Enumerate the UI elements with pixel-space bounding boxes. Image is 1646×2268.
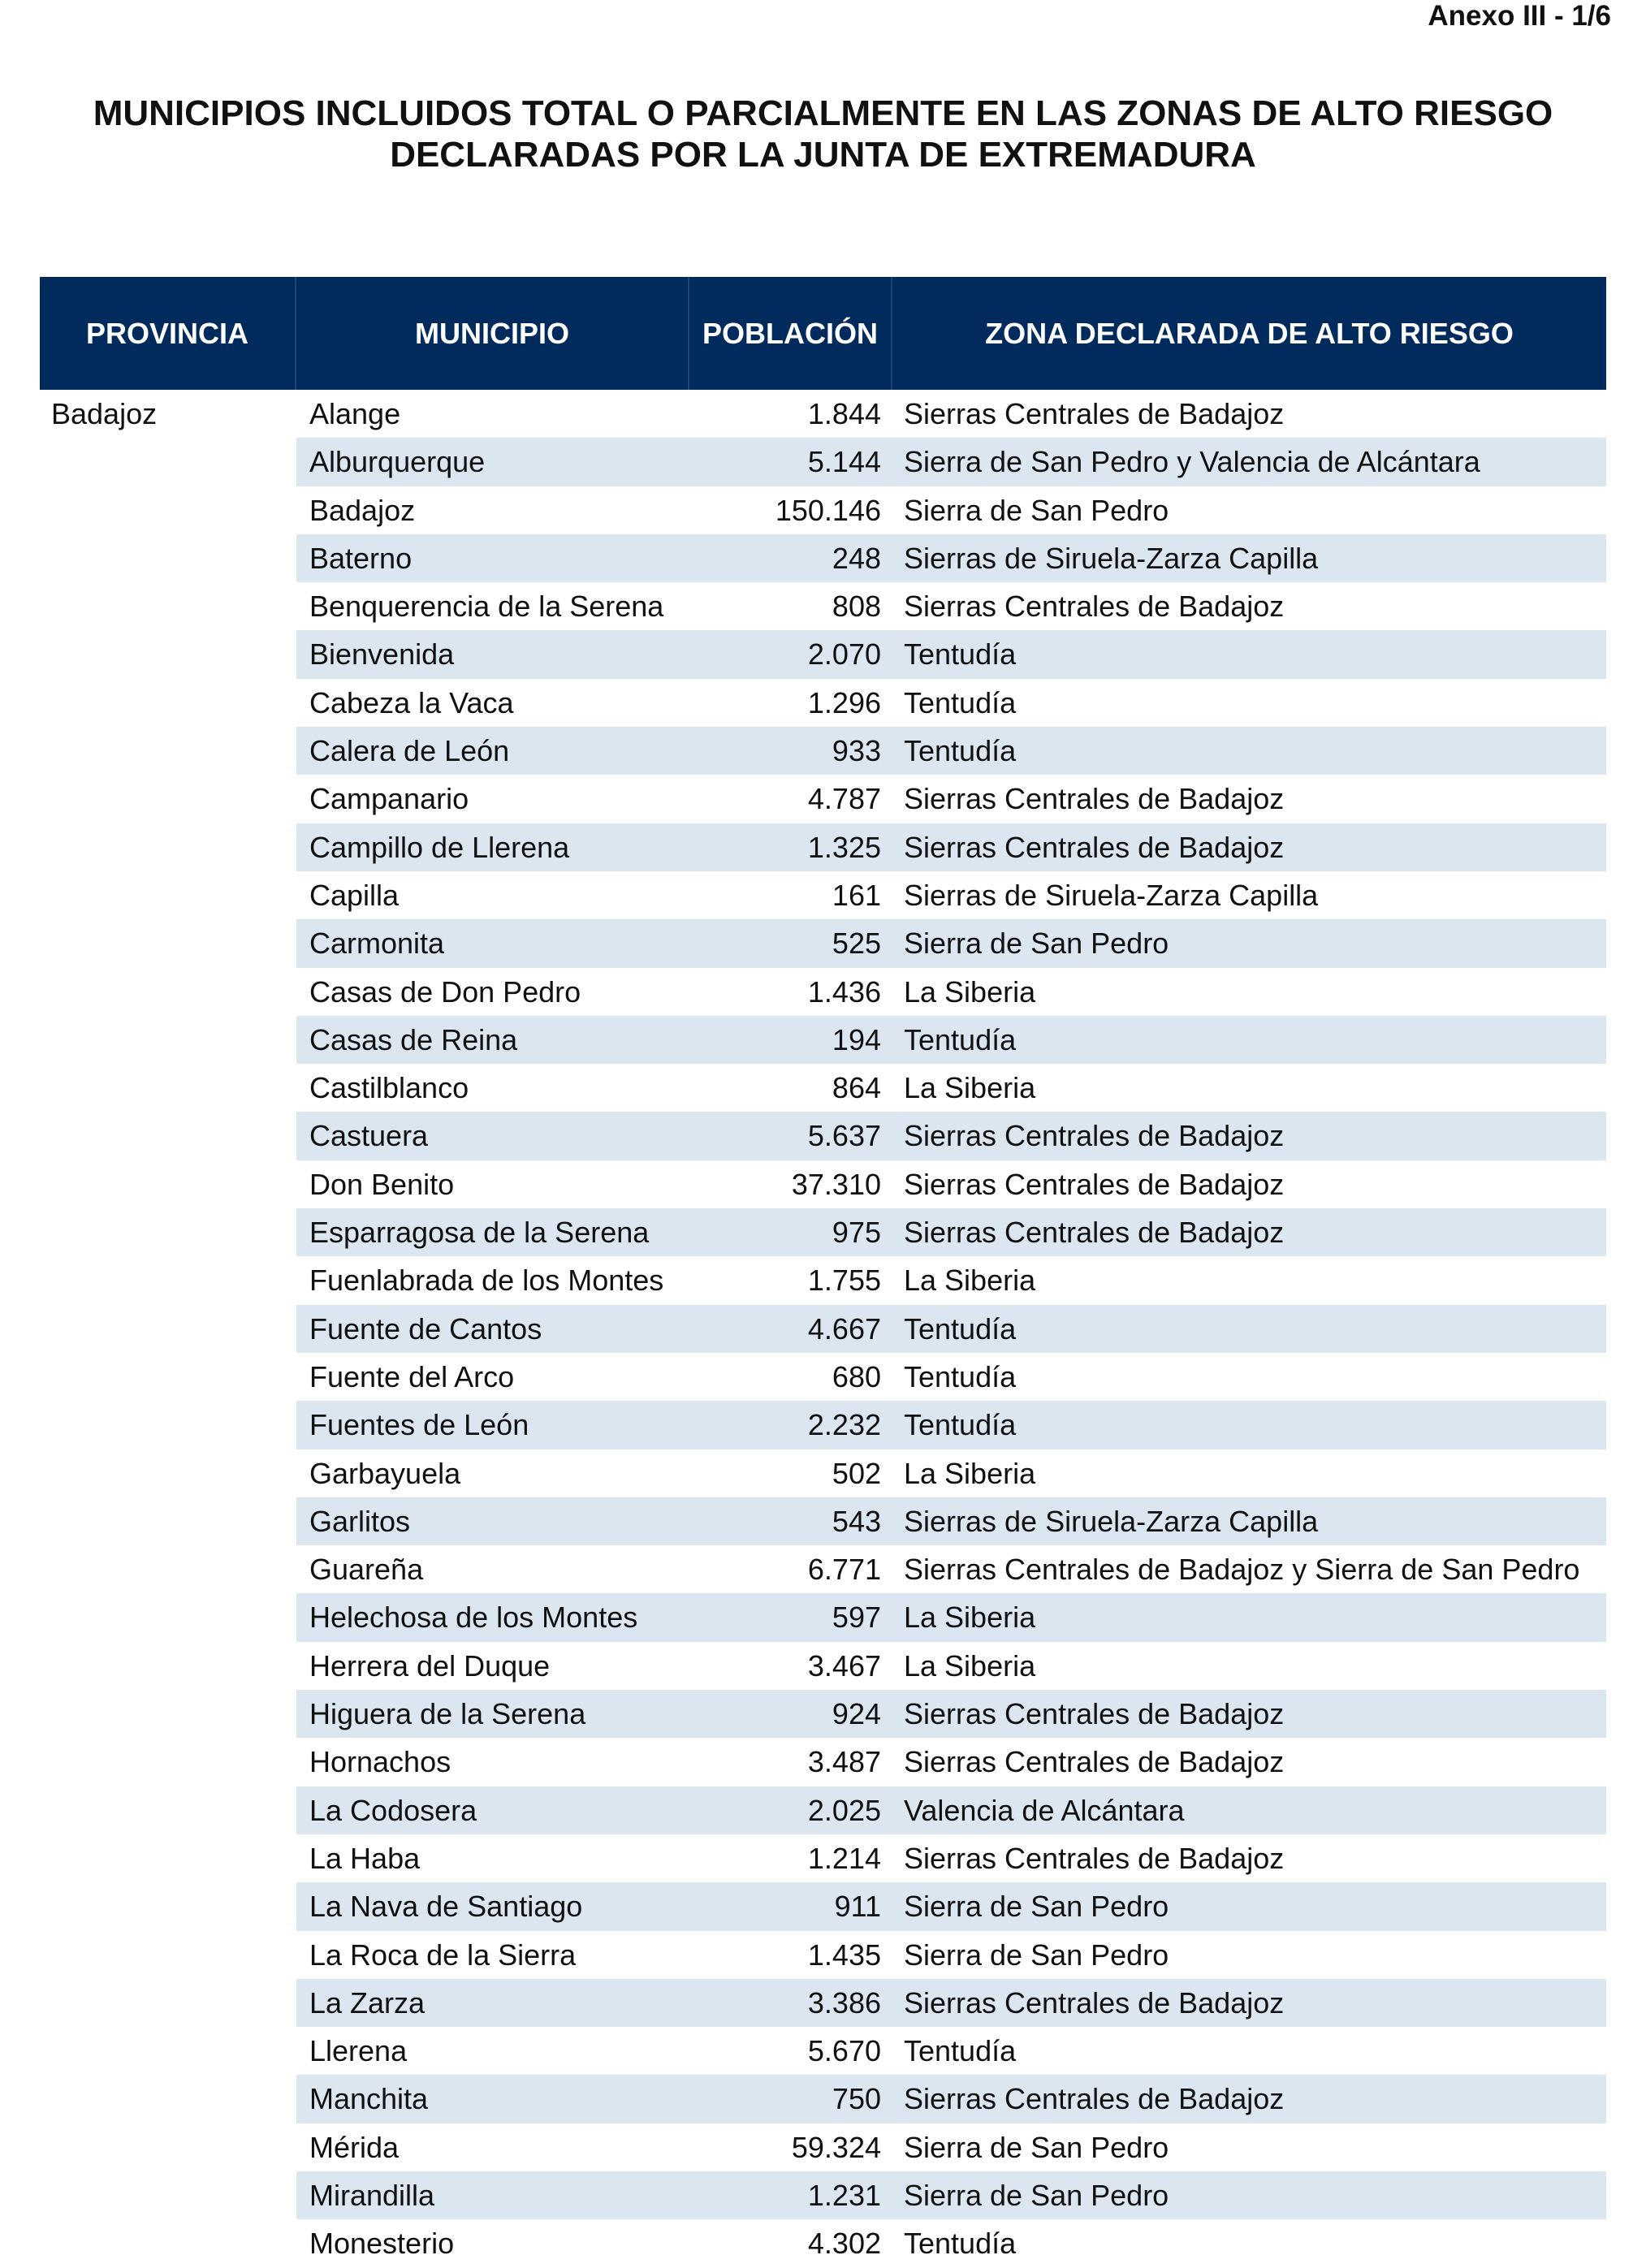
column-header-poblacion: POBLACIÓN — [689, 277, 892, 390]
cell-provincia — [40, 679, 296, 727]
table-row — [40, 1979, 1606, 2027]
table-row — [40, 823, 1606, 871]
cell-municipio: Mérida — [309, 2130, 400, 2164]
table-row — [40, 1882, 1606, 1930]
cell-provincia — [40, 2123, 296, 2171]
cell-zona: La Siberia — [904, 1071, 1036, 1105]
cell-provincia — [40, 1256, 296, 1304]
cell-municipio: Higuera de la Serena — [296, 1690, 689, 1738]
cell-municipio: Fuenlabrada de los Montes — [309, 1264, 664, 1298]
cell-provincia — [40, 534, 296, 582]
table-row — [40, 1401, 1606, 1449]
cell-zona: Sierras Centrales de Badajoz — [892, 1979, 1606, 2027]
table-header — [40, 277, 1606, 390]
cell-provincia — [40, 1690, 296, 1738]
table-row — [40, 1642, 1606, 1690]
table-row — [40, 775, 1606, 823]
cell-municipio: Benquerencia de la Serena — [309, 590, 664, 624]
cell-provincia — [40, 486, 296, 534]
cell-municipio: Campanario — [309, 782, 469, 816]
table-row — [40, 1353, 1606, 1401]
cell-poblacion: 2.232 — [689, 1401, 892, 1449]
cell-poblacion: 4.302 — [807, 2227, 881, 2261]
table-row — [40, 1016, 1606, 1064]
cell-provincia — [40, 1593, 296, 1641]
cell-zona: Sierras Centrales de Badajoz — [904, 1167, 1285, 1201]
cell-zona: Sierra de San Pedro — [892, 2171, 1606, 2219]
cell-provincia — [40, 727, 296, 775]
cell-poblacion: 5.637 — [689, 1112, 892, 1160]
cell-provincia — [40, 919, 296, 967]
cell-municipio: Helechosa de los Montes — [296, 1593, 689, 1641]
cell-zona: Sierras Centrales de Badajoz — [892, 823, 1606, 871]
cell-municipio: Castuera — [296, 1112, 689, 1160]
cell-poblacion: 975 — [689, 1208, 892, 1256]
cell-municipio: La Codosera — [296, 1786, 689, 1834]
cell-municipio: Cabeza la Vaca — [309, 685, 514, 719]
table-row — [40, 1931, 1606, 1979]
cell-zona: La Siberia — [904, 974, 1036, 1009]
cell-zona: Sierras Centrales de Badajoz — [892, 1112, 1606, 1160]
cell-municipio: Bienvenida — [296, 630, 689, 678]
table-row — [40, 968, 1606, 1016]
cell-poblacion: 4.787 — [807, 782, 881, 816]
cell-provincia — [40, 968, 296, 1016]
table-row — [40, 2075, 1606, 2123]
cell-zona: Tentudía — [892, 1305, 1606, 1353]
cell-provincia — [40, 1305, 296, 1353]
cell-provincia — [40, 2171, 296, 2219]
table-body — [40, 390, 1606, 2268]
cell-zona: Sierras Centrales de Badajoz y Sierra de San Pedro — [904, 1553, 1580, 1587]
cell-zona: Sierras Centrales de Badajoz — [892, 1208, 1606, 1256]
cell-provincia — [40, 1786, 296, 1834]
cell-zona: Tentudía — [892, 1016, 1606, 1064]
table-row — [40, 1112, 1606, 1160]
title-line-1: MUNICIPIOS INCLUIDOS TOTAL O PARCIALMENTE EN LAS ZONAS DE ALTO RIESGO — [93, 93, 1553, 133]
cell-poblacion: 1.435 — [807, 1938, 881, 1972]
cell-poblacion: 1.755 — [807, 1264, 881, 1298]
cell-provincia — [40, 1545, 296, 1593]
table-row — [40, 486, 1606, 534]
table-row — [40, 727, 1606, 775]
cell-municipio: Alange — [309, 397, 401, 430]
municipios-table — [40, 277, 1606, 2268]
cell-poblacion: 1.231 — [689, 2171, 892, 2219]
cell-municipio: Castilblanco — [309, 1071, 469, 1105]
table-row — [40, 1738, 1606, 1786]
cell-provincia — [40, 1064, 296, 1112]
cell-poblacion: 37.310 — [791, 1167, 881, 1201]
cell-municipio: Calera de León — [296, 727, 689, 775]
cell-zona: Sierras Centrales de Badajoz — [904, 782, 1285, 816]
cell-provincia — [40, 1208, 296, 1256]
cell-municipio: Garlitos — [296, 1497, 689, 1545]
table-row — [40, 2171, 1606, 2219]
cell-zona: Tentudía — [904, 2034, 1017, 2068]
table-row — [40, 1786, 1606, 1834]
cell-poblacion: 5.670 — [807, 2034, 881, 2068]
cell-municipio: La Roca de la Sierra — [309, 1938, 577, 1972]
cell-provincia — [40, 2219, 296, 2267]
table-row — [40, 1593, 1606, 1641]
cell-provincia — [40, 1979, 296, 2027]
cell-poblacion: 4.667 — [689, 1305, 892, 1353]
table-row — [40, 1834, 1606, 1882]
cell-provincia — [40, 823, 296, 871]
cell-zona: La Siberia — [904, 1648, 1036, 1683]
cell-poblacion: 808 — [832, 590, 881, 624]
cell-municipio: Alburquerque — [296, 438, 689, 486]
cell-poblacion: 3.487 — [807, 1745, 881, 1779]
cell-provincia — [40, 775, 296, 823]
cell-poblacion: 194 — [689, 1016, 892, 1064]
cell-poblacion: 3.386 — [689, 1979, 892, 2027]
cell-zona: Sierra de San Pedro — [904, 493, 1169, 527]
cell-poblacion: 543 — [689, 1497, 892, 1545]
cell-poblacion: 502 — [832, 1456, 881, 1490]
cell-provincia — [40, 630, 296, 678]
cell-zona: Sierras de Siruela-Zarza Capilla — [892, 534, 1606, 582]
table-row — [40, 1208, 1606, 1256]
cell-zona: Tentudía — [892, 630, 1606, 678]
cell-provincia — [40, 1882, 296, 1930]
table-row — [40, 1305, 1606, 1353]
cell-municipio: Guareña — [309, 1553, 424, 1587]
cell-zona: Tentudía — [904, 2227, 1017, 2261]
cell-provincia — [40, 1738, 296, 1786]
cell-zona: Sierras Centrales de Badajoz — [892, 2075, 1606, 2123]
cell-provincia — [40, 1112, 296, 1160]
cell-poblacion: 597 — [689, 1593, 892, 1641]
cell-zona: Sierras de Siruela-Zarza Capilla — [904, 878, 1319, 912]
cell-provincia — [40, 1401, 296, 1449]
cell-municipio: Badajoz — [309, 493, 416, 527]
cell-municipio: La Nava de Santiago — [296, 1882, 689, 1930]
cell-zona: Sierra de San Pedro y Valencia de Alcántara — [892, 438, 1606, 486]
cell-provincia — [40, 871, 296, 919]
column-header-zona: ZONA DECLARADA DE ALTO RIESGO — [985, 316, 1514, 350]
cell-zona: Tentudía — [892, 1401, 1606, 1449]
cell-provincia — [40, 1497, 296, 1545]
cell-municipio: La Zarza — [296, 1979, 689, 2027]
cell-municipio: Campillo de Llerena — [296, 823, 689, 871]
table-row — [40, 1256, 1606, 1304]
cell-poblacion: 924 — [689, 1690, 892, 1738]
table-row — [40, 919, 1606, 967]
cell-zona: Sierra de San Pedro — [904, 2130, 1169, 2164]
cell-poblacion: 6.771 — [807, 1553, 881, 1587]
cell-zona: La Siberia — [904, 1456, 1036, 1490]
cell-poblacion: 248 — [689, 534, 892, 582]
table-row — [40, 1690, 1606, 1738]
cell-provincia — [40, 1160, 296, 1208]
cell-provincia — [40, 582, 296, 630]
cell-municipio: Casas de Reina — [296, 1016, 689, 1064]
cell-municipio: Fuentes de León — [296, 1401, 689, 1449]
cell-zona: Sierras Centrales de Badajoz — [892, 1690, 1606, 1738]
cell-poblacion: 2.070 — [689, 630, 892, 678]
cell-zona: Sierras Centrales de Badajoz — [904, 1745, 1285, 1779]
cell-provincia: Badajoz — [51, 397, 158, 430]
table-row — [40, 2027, 1606, 2075]
cell-zona: Sierra de San Pedro — [892, 1882, 1606, 1930]
table-row — [40, 1449, 1606, 1497]
cell-zona: La Siberia — [904, 1264, 1036, 1298]
cell-municipio: Hornachos — [309, 1745, 451, 1779]
cell-provincia — [40, 1642, 296, 1690]
cell-municipio: Esparragosa de la Serena — [296, 1208, 689, 1256]
annex-label: Anexo III - 1/6 — [1428, 0, 1611, 32]
table-row — [40, 679, 1606, 727]
cell-poblacion: 1.296 — [807, 685, 881, 719]
cell-poblacion: 150.146 — [775, 493, 881, 527]
column-header-municipio: MUNICIPIO — [296, 277, 689, 390]
cell-municipio: Mirandilla — [296, 2171, 689, 2219]
cell-municipio: Llerena — [309, 2034, 408, 2068]
cell-municipio: Manchita — [296, 2075, 689, 2123]
cell-zona: Tentudía — [904, 1359, 1017, 1393]
table-row — [40, 1545, 1606, 1593]
cell-zona: Sierras de Siruela-Zarza Capilla — [892, 1497, 1606, 1545]
cell-municipio: Herrera del Duque — [309, 1648, 551, 1683]
cell-provincia — [40, 2027, 296, 2075]
cell-municipio: Don Benito — [309, 1167, 455, 1201]
cell-poblacion: 3.467 — [807, 1648, 881, 1683]
table-row — [40, 390, 1606, 438]
column-header-provincia: PROVINCIA — [40, 277, 296, 390]
cell-municipio: Capilla — [309, 878, 400, 912]
cell-municipio: Garbayuela — [309, 1456, 461, 1490]
cell-provincia — [40, 1834, 296, 1882]
cell-municipio: Casas de Don Pedro — [309, 974, 581, 1009]
cell-provincia — [40, 1449, 296, 1497]
cell-zona: La Siberia — [892, 1593, 1606, 1641]
cell-zona: Sierra de San Pedro — [904, 1938, 1169, 1972]
cell-poblacion: 1.214 — [807, 1841, 881, 1875]
cell-provincia — [40, 2075, 296, 2123]
cell-zona: Tentudía — [892, 727, 1606, 775]
cell-provincia — [40, 1353, 296, 1401]
table-row — [40, 438, 1606, 486]
cell-provincia — [40, 1931, 296, 1979]
table-row — [40, 630, 1606, 678]
cell-zona: Sierra de San Pedro — [892, 919, 1606, 967]
page-title — [0, 93, 1646, 175]
cell-poblacion: 525 — [689, 919, 892, 967]
cell-zona: Sierras Centrales de Badajoz — [904, 590, 1285, 624]
cell-poblacion: 933 — [689, 727, 892, 775]
cell-poblacion: 161 — [832, 878, 881, 912]
cell-poblacion: 680 — [832, 1359, 881, 1393]
cell-provincia — [40, 438, 296, 486]
cell-zona: Sierras Centrales de Badajoz — [904, 1841, 1285, 1875]
cell-poblacion: 2.025 — [689, 1786, 892, 1834]
cell-poblacion: 750 — [689, 2075, 892, 2123]
table-row — [40, 1064, 1606, 1112]
cell-municipio: Carmonita — [296, 919, 689, 967]
table-row — [40, 2219, 1606, 2267]
table-row — [40, 1497, 1606, 1545]
cell-provincia — [40, 1016, 296, 1064]
cell-municipio: Fuente de Cantos — [296, 1305, 689, 1353]
table-row — [40, 1160, 1606, 1208]
table-row — [40, 871, 1606, 919]
cell-poblacion: 911 — [689, 1882, 892, 1930]
cell-municipio: Monesterio — [309, 2227, 455, 2261]
cell-zona: Tentudía — [904, 685, 1017, 719]
cell-municipio: La Haba — [309, 1841, 421, 1875]
cell-zona: Valencia de Alcántara — [892, 1786, 1606, 1834]
cell-poblacion: 1.325 — [689, 823, 892, 871]
cell-municipio: Fuente del Arco — [309, 1359, 515, 1393]
cell-poblacion: 1.844 — [807, 397, 881, 430]
cell-municipio: Baterno — [296, 534, 689, 582]
table-row — [40, 582, 1606, 630]
cell-poblacion: 5.144 — [689, 438, 892, 486]
cell-zona: Sierras Centrales de Badajoz — [904, 397, 1285, 430]
title-line-2: DECLARADAS POR LA JUNTA DE EXTREMADURA — [390, 135, 1256, 175]
cell-poblacion: 1.436 — [807, 974, 881, 1009]
cell-poblacion: 864 — [832, 1071, 881, 1105]
table-row — [40, 2123, 1606, 2171]
cell-poblacion: 59.324 — [791, 2130, 881, 2164]
table-row — [40, 534, 1606, 582]
